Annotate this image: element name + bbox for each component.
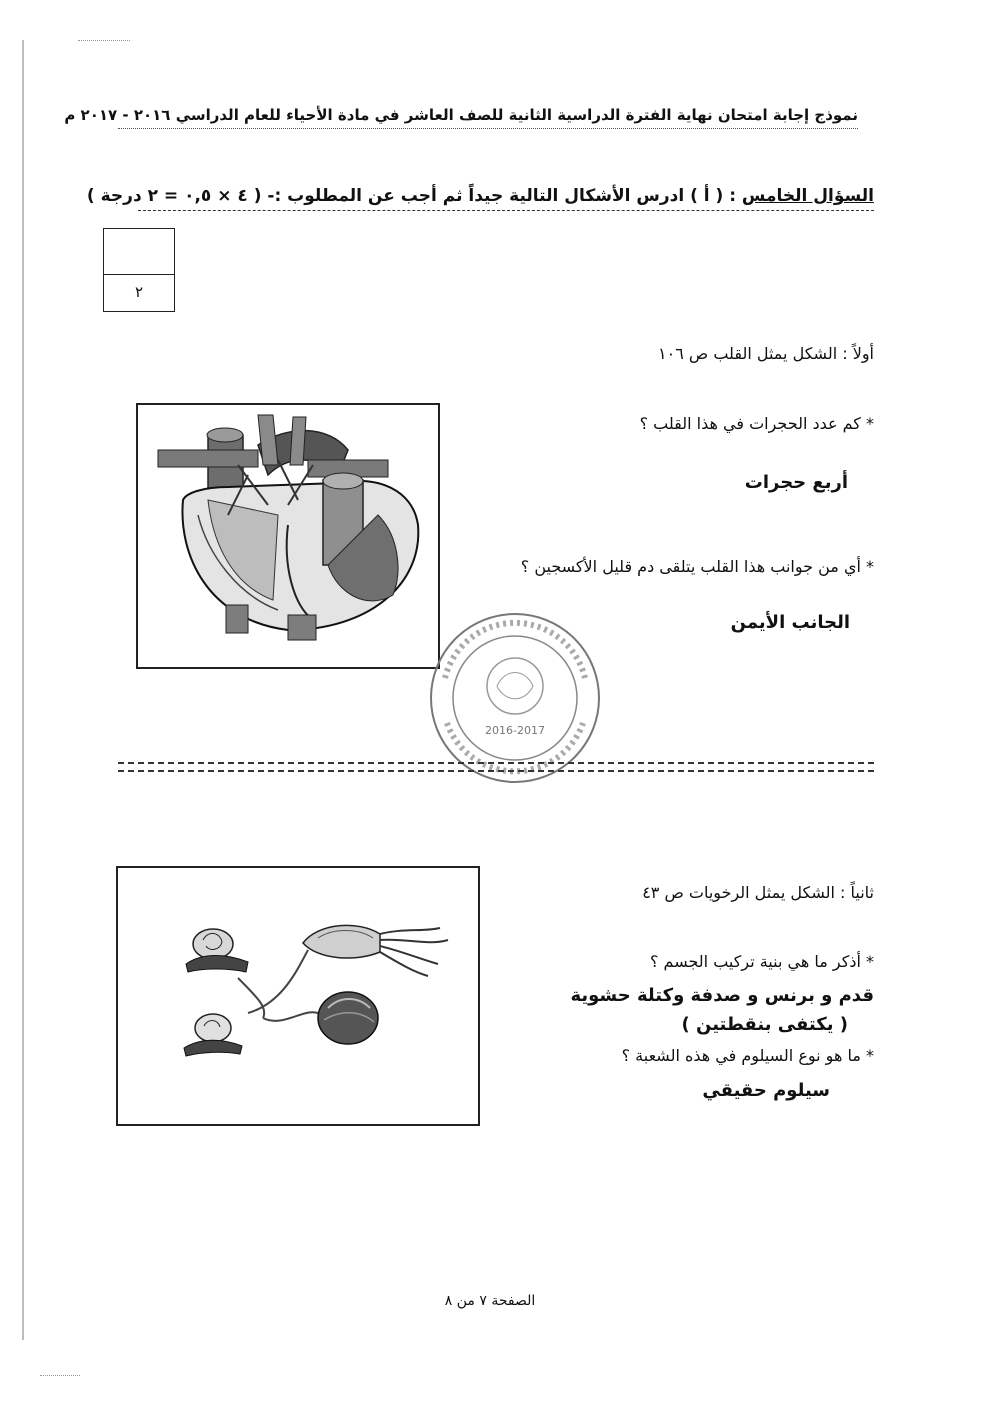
heart-figure xyxy=(136,403,440,669)
part1-question-1: * كم عدد الحجرات في هذا القلب ؟ xyxy=(639,414,874,433)
official-stamp xyxy=(425,608,605,788)
grade-box-empty-cell xyxy=(104,229,174,275)
part2-answer-1-line-1: قدم و برنس و صدفة وكتلة حشوية xyxy=(570,985,874,1006)
question-title xyxy=(86,186,874,211)
scan-dots xyxy=(78,40,130,41)
mollusk-figure xyxy=(116,866,480,1126)
part1-question-2: * أي من جوانب هذا القلب يتلقى دم قليل الأكسجين ؟ xyxy=(520,557,874,576)
scan-dots xyxy=(40,1375,80,1376)
grade-box xyxy=(103,228,175,312)
part2-answer-1-line-2: ( يكتفى بنقطتين ) xyxy=(681,1014,848,1035)
stamp-year: 2016-2017 xyxy=(485,724,545,737)
question-lead: السؤال الخامس xyxy=(741,186,874,206)
page-header: نموذج إجابة امتحان نهاية الفترة الدراسية الثانية للصف العاشر في مادة الأحياء للعام الدراسي ٢٠١٦ - ٢٠١٧ م xyxy=(118,106,858,129)
grade-box-value: ٢ xyxy=(134,283,144,301)
page-footer: الصفحة ٧ من ٨ xyxy=(444,1293,536,1309)
section-divider xyxy=(118,762,874,772)
scan-edge-line xyxy=(22,40,24,1340)
heart-illustration xyxy=(138,405,438,667)
part2-answer-2: سيلوم حقيقي xyxy=(702,1080,830,1101)
part2-question-1: * أذكر ما هي بنية تركيب الجسم ؟ xyxy=(649,952,874,971)
stamp-seal xyxy=(425,608,605,788)
part1-answer-1: أربع حجرات xyxy=(744,472,848,493)
part2-question-2: * ما هو نوع السيلوم في هذه الشعبة ؟ xyxy=(621,1046,874,1065)
part1-title: أولاً : الشكل يمثل القلب ص ١٠٦ xyxy=(658,344,874,363)
mollusk-illustration xyxy=(118,868,478,1124)
question-text: : ( أ ) ادرس الأشكال التالية جيداً ثم أجب عن المطلوب :- ( ٤ × ٠,٥ = ٢ درجة ) xyxy=(86,186,736,206)
part1-answer-2: الجانب الأيمن xyxy=(730,612,850,633)
part2-title: ثانياً : الشكل يمثل الرخويات ص ٤٣ xyxy=(642,883,874,902)
